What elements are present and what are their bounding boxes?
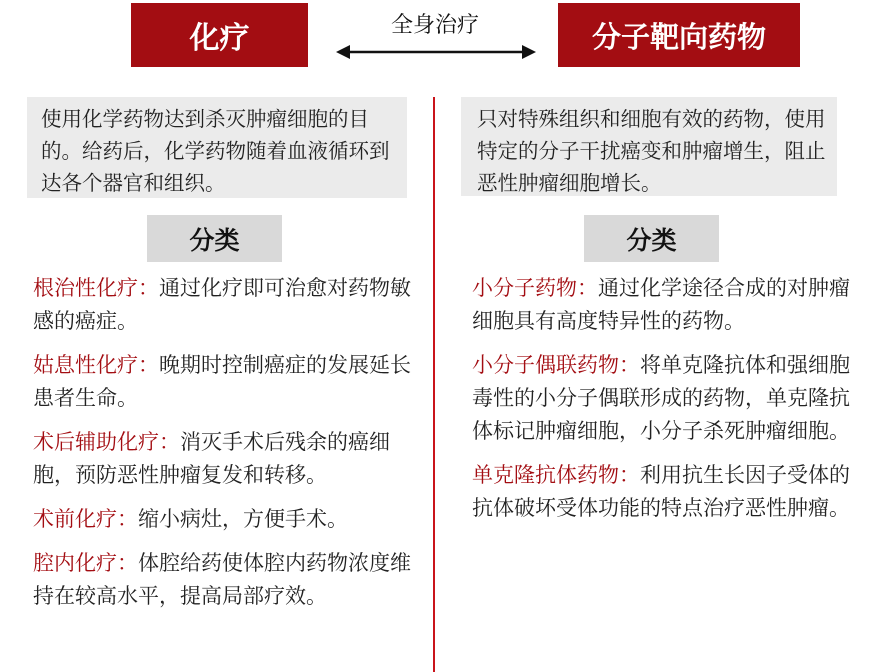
chemotherapy-category-label: 分类 [147, 215, 282, 262]
item-term: 小分子药物 [472, 276, 577, 300]
item-term: 根治性化疗 [33, 276, 138, 300]
item-term: 腔内化疗 [33, 551, 117, 575]
targeted-list [472, 272, 862, 536]
item-text: 通过化疗即可治愈对药物敏感的癌症。 [33, 276, 411, 333]
item-term: 术前化疗 [33, 507, 117, 531]
targeted-therapy-title-text: 分子靶向药物 [591, 19, 766, 54]
item-term: 术后辅助化疗 [33, 430, 159, 454]
chemotherapy-description: 使用化学药物达到杀灭肿瘤细胞的目的。给药后，化学药物随着血液循环到达各个器官和组织。 [27, 97, 407, 198]
double-headed-arrow-icon [336, 42, 536, 62]
center-divider [433, 97, 435, 672]
list-item [33, 349, 423, 415]
item-sep: ： [117, 551, 138, 575]
targeted-therapy-description: 只对特殊组织和细胞有效的药物，使用特定的分子干扰癌变和肿瘤增生，阻止恶性肿瘤细胞增长。 [461, 97, 837, 196]
item-sep: ： [159, 430, 180, 454]
list-item [33, 547, 423, 613]
item-term: 姑息性化疗 [33, 353, 138, 377]
item-sep: ： [138, 276, 159, 300]
list-item [472, 349, 862, 448]
targeted-category-label: 分类 [584, 215, 719, 262]
list-item [472, 459, 862, 525]
item-text: 体腔给药使体腔内药物浓度维持在较高水平，提高局部疗效。 [33, 551, 411, 608]
chemotherapy-list [33, 272, 423, 624]
systemic-therapy-label: 全身治疗 [390, 13, 479, 38]
list-item [33, 272, 423, 338]
item-text: 缩小病灶，方便手术。 [138, 507, 348, 531]
item-sep: ： [619, 463, 640, 487]
item-sep: ： [138, 353, 159, 377]
item-sep: ： [577, 276, 598, 300]
targeted-therapy-title [558, 3, 800, 67]
item-text: 利用抗生长因子受体的抗体破坏受体功能的特点治疗恶性肿瘤。 [472, 463, 850, 520]
item-sep: ： [619, 353, 640, 377]
item-text: 通过化学途径合成的对肿瘤细胞具有高度特异性的药物。 [472, 276, 850, 333]
item-text: 晚期时控制癌症的发展延长患者生命。 [33, 353, 411, 410]
item-text: 将单克隆抗体和强细胞毒性的小分子偶联形成的药物，单克隆抗体标记肿瘤细胞，小分子杀死肿瘤细胞。 [472, 353, 850, 443]
item-term: 小分子偶联药物 [472, 353, 619, 377]
list-item [33, 503, 423, 536]
list-item [33, 426, 423, 492]
item-term: 单克隆抗体药物 [472, 463, 619, 487]
chemotherapy-title-text: 化疗 [189, 21, 250, 56]
list-item [472, 272, 862, 338]
item-sep: ： [117, 507, 138, 531]
item-text: 消灭手术后残余的癌细胞，预防恶性肿瘤复发和转移。 [33, 430, 390, 487]
chemotherapy-title [131, 3, 308, 67]
